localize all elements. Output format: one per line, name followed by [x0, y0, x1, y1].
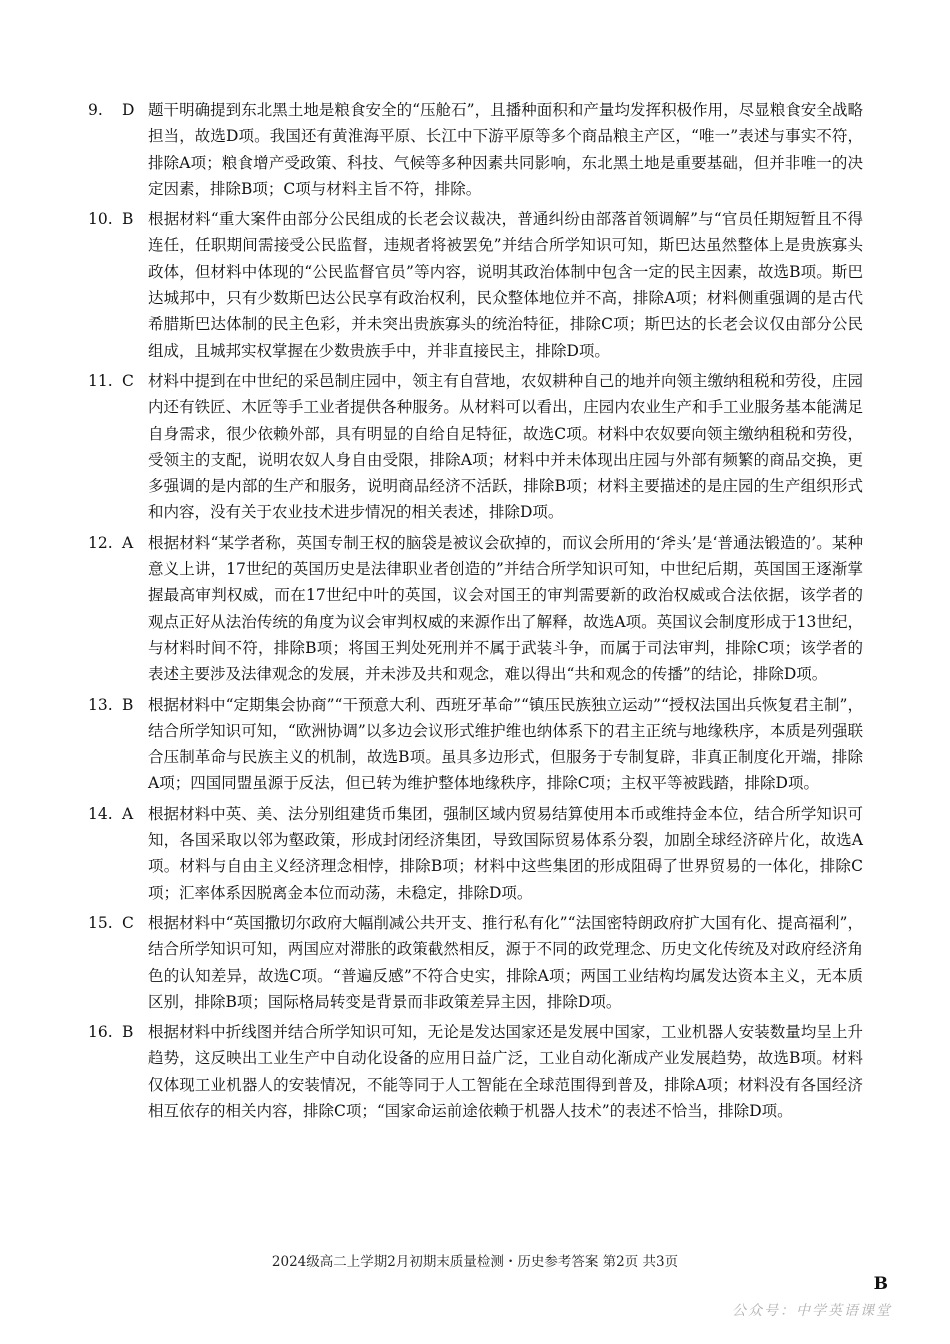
answer-letter: A: [122, 533, 134, 552]
answer-item-16: [88, 1019, 863, 1124]
answer-letter: B: [122, 1023, 134, 1042]
explanation-text: 根据材料中“定期集会协商”“干预意大利、西班牙革命”“镇压民族独立运动”“授权法国出兵恢复君主制”，结合所学知识可知，“欧洲协调”以多边会议形式维护维也纳体系下的君主正统与地缘秩序，本质是列强联合压制革命与民族主义的机制，故选B项。虽具多边形式，但服务于专制复辟，非真正制度化开端，排除A项；四国同盟虽源于反法，但已转为维护整体地缘秩序，排除C项；主权平等被践踏，排除D项。: [148, 695, 863, 793]
answer-letter: C: [122, 913, 134, 932]
answer-item-10: [88, 206, 863, 364]
explanation-text: 题干明确提到东北黑土地是粮食安全的“压舱石”，且播种面积和产量均发挥积极作用，尽显粮食安全战略担当，故选D项。我国还有黄淮海平原、长江中下游平原等多个商品粮主产区，“唯一”表述与事实不符，排除A项；粮食增产受政策、科技、气候等多种因素共同影响，东北黑土地是重要基础，但并非唯一的决定因素，排除B项；C项与材料主旨不符，排除。: [148, 101, 863, 198]
question-number: 16.: [88, 1023, 113, 1042]
answer-item-13: [88, 692, 863, 797]
question-number: 15.: [88, 913, 113, 932]
question-number: 13.: [88, 695, 113, 714]
explanation-text: 材料中提到在中世纪的采邑制庄园中，领主有自营地，农奴耕种自己的地并向领主缴纳租税和劳役，庄园内还有铁匠、木匠等手工业者提供各种服务。从材料可以看出，庄园内农业生产和手工业服务基本能满足自身需求，很少依赖外部，具有明显的自给自足特征，故选C项。材料中农奴要向领主缴纳租税和劳役，受领主的支配，说明农奴人身自由受限，排除A项；材料中并未体现出庄园与外部有频繁的商品交换，更多强调的是内部的生产和服务，说明商品经济不活跃，排除B项；材料主要描述的是庄园的生产组织形式和内容，没有关于农业技术进步情况的相关表述，排除D项。: [148, 371, 863, 522]
question-number: 11.: [88, 371, 113, 390]
answer-item-14: [88, 801, 863, 906]
watermark: 公众号：中学英语课堂: [732, 1303, 892, 1319]
answer-item-15: [88, 910, 863, 1015]
answer-list: [88, 97, 863, 1128]
answer-letter: B: [122, 210, 134, 229]
answer-letter: B: [122, 695, 134, 714]
answer-item-9: [88, 97, 863, 202]
explanation-text: 根据材料中折线图并结合所学知识可知，无论是发达国家还是发展中国家，工业机器人安装数量均呈上升趋势，这反映出工业生产中自动化设备的应用日益广泛，工业自动化渐成产业发展趋势，故选B项。材料仅体现工业机器人的安装情况，不能等同于人工智能在全球范围得到普及，排除A项；材料没有各国经济相互依存的相关内容，排除C项；“国家命运前途依赖于机器人技术”的表述不恰当，排除D项。: [148, 1023, 863, 1120]
answer-letter: A: [122, 804, 134, 823]
explanation-text: 根据材料中“英国撒切尔政府大幅削减公共开支、推行私有化”“法国密特朗政府扩大国有化、提高福利”，结合所学知识可知，两国应对滞胀的政策截然相反，源于不同的政党理念、历史文化传统及对政府经济角色的认知差异，故选C项。“普遍反感”不符合史实，排除A项；两国工业结构均属发达资本主义，无本质区别，排除B项；国际格局转变是背景而非政策差异主因，排除D项。: [148, 913, 863, 1011]
question-number: 9.: [88, 101, 103, 119]
question-number: 12.: [88, 533, 113, 552]
answer-item-11: [88, 368, 863, 526]
question-number: 14.: [88, 804, 113, 823]
version-mark: B: [873, 1274, 888, 1294]
question-number: 10.: [88, 210, 113, 229]
explanation-text: 根据材料“某学者称，英国专制王权的脑袋是被议会砍掉的，而议会所用的‘斧头’是‘普通法锻造的’。某种意义上讲，17世纪的英国历史是法律职业者创造的”并结合所学知识可知，中世纪后期，英国国王逐渐掌握最高审判权威，而在17世纪中叶的英国，议会对国王的审判需要新的政治权威或合法依据，该学者的观点正好从法治传统的角度为议会审判权威的来源作出了解释，故选A项。英国议会制度形成于13世纪，与材料时间不符，排除B项；将国王判处死刑并不属于武装斗争，而属于司法审判，排除C项；该学者的表述主要涉及法律观念的发展，并未涉及共和观念，难以得出“共和观念的传播”的结论，排除D项。: [148, 533, 863, 684]
answer-letter: D: [122, 101, 135, 119]
explanation-text: 根据材料中英、美、法分别组建货币集团，强制区域内贸易结算使用本币或维持金本位，结合所学知识可知，各国采取以邻为壑政策，形成封闭经济集团，导致国际贸易体系分裂，加剧全球经济碎片化，故选A项。材料与自由主义经济理念相悖，排除B项；材料中这些集团的形成阻碍了世界贸易的一体化，排除C项；汇率体系因脱离金本位而动荡，未稳定，排除D项。: [148, 804, 863, 902]
explanation-text: 根据材料“重大案件由部分公民组成的长老会议裁决，普通纠纷由部落首领调解”与“官员任期短暂且不得连任，任职期间需接受公民监督，违规者将被罢免”并结合所学知识可知，斯巴达虽然整体上是贵族寡头政体，但材料中体现的“公民监督官员”等内容，说明其政治体制中包含一定的民主因素，故选B项。斯巴达城邦中，只有少数斯巴达公民享有政治权利，民众整体地位并不高，排除A项；材料侧重强调的是古代希腊斯巴达体制的民主色彩，并未突出贵族寡头的统治特征，排除C项；斯巴达的长老会议仅由部分公民组成，且城邦实权掌握在少数贵族手中，并非直接民主，排除D项。: [148, 210, 863, 360]
answer-item-12: [88, 530, 863, 688]
answer-letter: C: [122, 371, 134, 390]
page-footer: 2024级高二上学期2月初期末质量检测・历史参考答案 第2页 共3页: [271, 1254, 679, 1270]
